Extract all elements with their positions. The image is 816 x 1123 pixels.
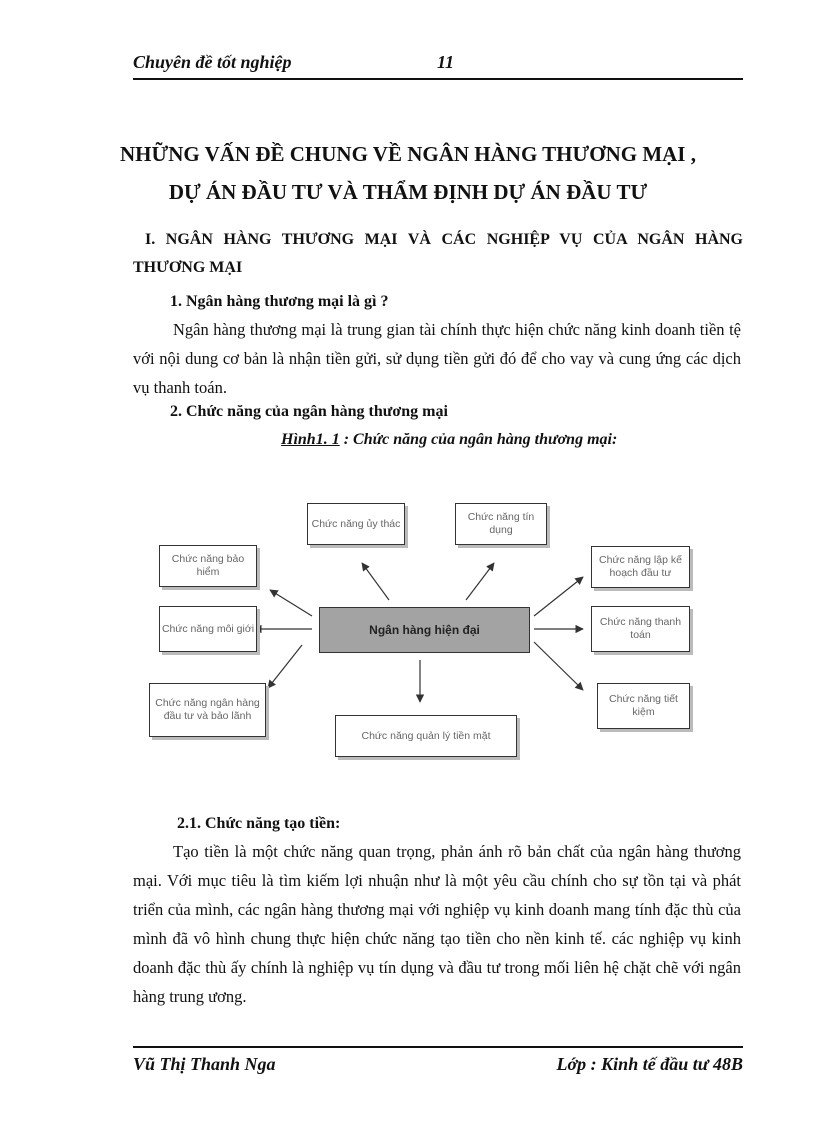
- box-uy-thac: Chức năng ủy thác: [307, 503, 405, 545]
- chapter-title-line-2: DỰ ÁN ĐẦU TƯ VÀ THẨM ĐỊNH DỰ ÁN ĐẦU TƯ: [168, 180, 648, 204]
- subsection-2-heading: 2. Chức năng của ngân hàng thương mại: [170, 403, 448, 420]
- box-dau-tu-bao-lanh: Chức năng ngân hàng đầu tư và bảo lãnh: [149, 683, 266, 737]
- arrow-to-tiet-kiem: [534, 642, 583, 690]
- figure-caption-text: : Chức năng của ngân hàng thương mại:: [339, 431, 618, 448]
- box-lap-ke-hoach: Chức năng lập kế hoạch đầu tư: [591, 546, 690, 588]
- arrow-to-tin-dung: [466, 563, 494, 600]
- box-quan-ly-tien-mat: Chức năng quản lý tiền mặt: [335, 715, 517, 757]
- figure-caption-label: Hình1. 1: [281, 431, 340, 448]
- subsection-1-heading: 1. Ngân hàng thương mại là gì ?: [170, 293, 389, 310]
- box-bao-hiem: Chức năng bảo hiểm: [159, 545, 257, 587]
- arrow-to-uy-thac: [362, 563, 389, 600]
- subsection-2-1-body: Tạo tiền là một chức năng quan trọng, phản ánh rõ bản chất của ngân hàng thương mại. Với mục tiêu là tìm kiếm lợi nhuận như là một yêu cầu chính cho sự tồn tại và phát triển của mình, các ngân hàng thương mại với nghiệp vụ kinh doanh mang tính đặc thù của mình đã vô hình chung thực hiện chức năng tạo tiền cho nền kinh tế. các nghiệp vụ kinh doanh đặc thù ấy chính là nghiệp vụ tín dụng và đầu tư trong mối liên hệ chặt chẽ với ngân hàng trung ương.: [133, 842, 741, 1006]
- class-name: Lớp : Kinh tế đầu tư 48B: [556, 1054, 743, 1074]
- section-heading: I. NGÂN HÀNG THƯƠNG MẠI VÀ CÁC NGHIỆP VỤ CỦA NGÂN HÀNG THƯƠNG MẠI: [133, 231, 743, 276]
- box-moi-gioi: Chức năng môi giới: [159, 606, 257, 652]
- box-tin-dung: Chức năng tín dụng: [455, 503, 547, 545]
- center-node-modern-bank: Ngân hàng hiện đại: [319, 607, 530, 653]
- arrow-to-dau-tu-bao-lanh: [268, 645, 302, 688]
- box-thanh-toan: Chức năng thanh toán: [591, 606, 690, 652]
- document-type-label: Chuyên đề tốt nghiệp: [133, 52, 292, 72]
- subsection-2-1-heading: 2.1. Chức năng tạo tiền:: [177, 815, 341, 832]
- arrow-to-lap-ke-hoach: [534, 577, 583, 616]
- page-number: 11: [437, 52, 455, 72]
- box-tiet-kiem: Chức năng tiết kiệm: [597, 683, 690, 729]
- arrow-to-bao-hiem: [270, 590, 312, 616]
- chapter-title-line-1: NHỮNG VẤN ĐỀ CHUNG VỀ NGÂN HÀNG THƯƠNG MẠI ,: [120, 142, 696, 166]
- subsection-1-body: Ngân hàng thương mại là trung gian tài chính thực hiện chức năng kinh doanh tiền tệ với nội dung cơ bản là nhận tiền gửi, sử dụng tiền gửi đó để cho vay và cung ứng các dịch vụ thanh toán.: [133, 320, 741, 397]
- page-footer: [133, 1046, 743, 1078]
- author-name: Vũ Thị Thanh Nga: [133, 1054, 276, 1074]
